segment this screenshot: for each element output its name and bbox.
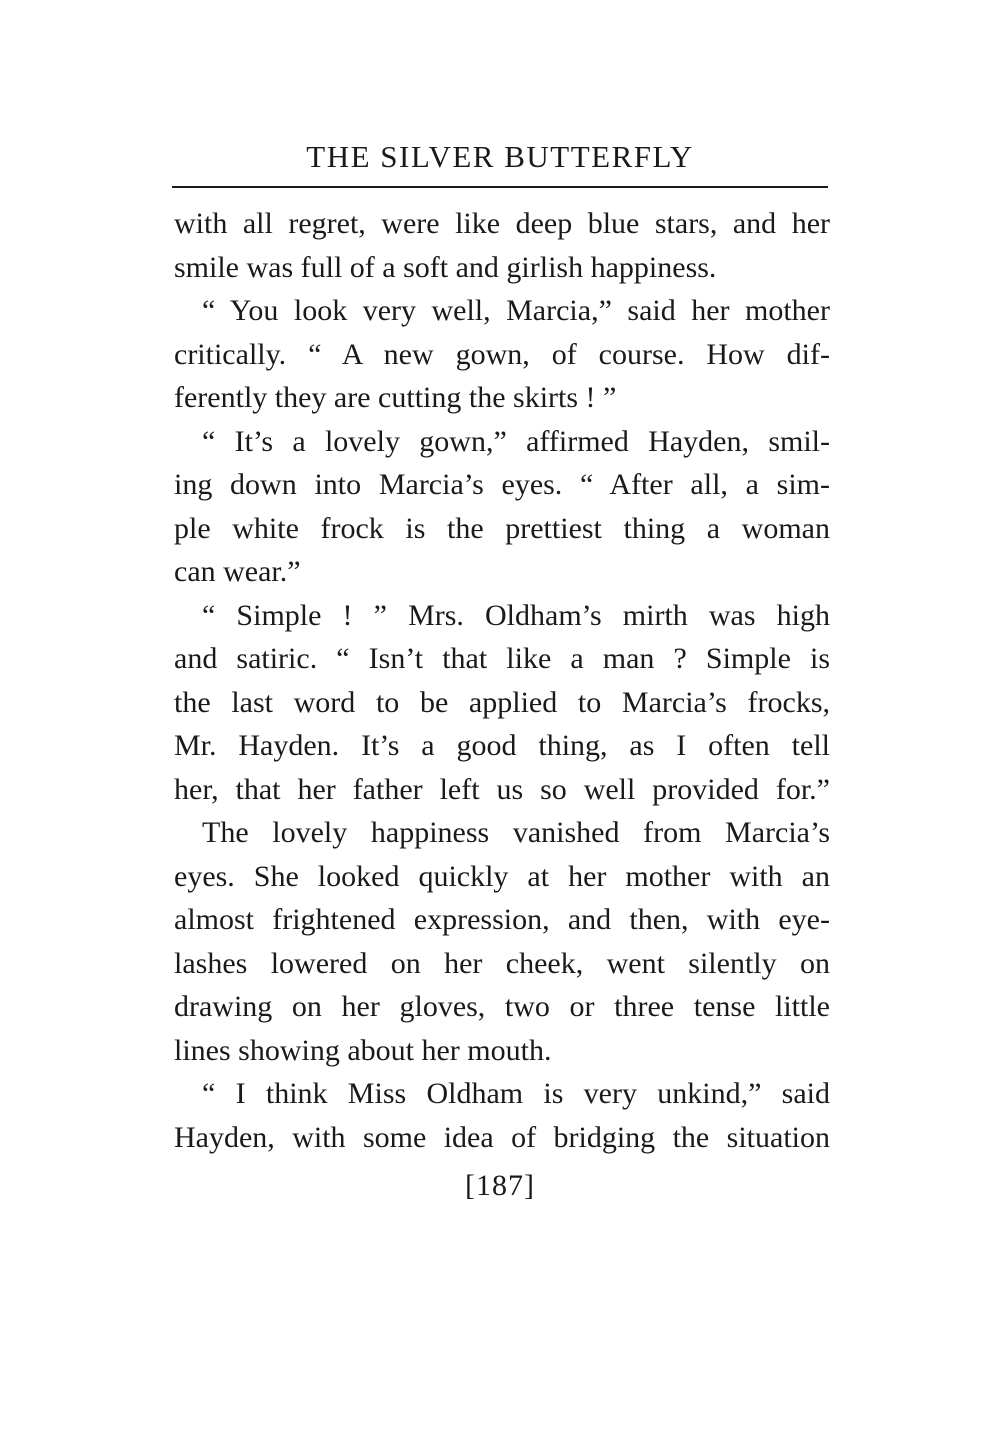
text-line: ple white frock is the prettiest thing a woman — [174, 511, 830, 545]
text-line: lines showing about her mouth. — [174, 1033, 552, 1067]
text-line: the last word to be applied to Marcia’s frocks, — [174, 685, 830, 719]
text-line: drawing on her gloves, two or three tense little — [174, 990, 830, 1023]
text-line: can wear.” — [174, 555, 301, 588]
page-number: [187] — [465, 1169, 535, 1202]
text-line: smile was full of a soft and girlish happiness. — [174, 250, 717, 284]
text-line: her, that her father left us so well provided for.” — [174, 772, 830, 806]
text-line: ing down into Marcia’s eyes. “ After all, a sim- — [174, 468, 830, 501]
text-line: critically. “ A new gown, of course. How dif- — [174, 337, 830, 371]
text-line: with all regret, were like deep blue stars, and her — [174, 207, 830, 240]
header-rule — [172, 186, 828, 188]
text-line: almost frightened expression, and then, with eye- — [174, 903, 830, 936]
text-line: eyes. She looked quickly at her mother with an — [174, 859, 830, 893]
text-line: and satiric. “ Isn’t that like a man ? Simple is — [174, 642, 830, 675]
text-line: “ It’s a lovely gown,” affirmed Hayden, smil- — [202, 424, 830, 458]
body-text — [174, 202, 830, 1159]
text-line: ferently they are cutting the skirts ! ” — [174, 381, 617, 414]
running-head: THE SILVER BUTTERFLY — [306, 139, 694, 174]
text-line: “ Simple ! ” Mrs. Oldham’s mirth was high — [202, 598, 830, 632]
text-line: “ You look very well, Marcia,” said her mother — [202, 294, 830, 327]
text-line: lashes lowered on her cheek, went silently on — [174, 946, 830, 980]
text-line: The lovely happiness vanished from Marcia’s — [202, 816, 830, 849]
text-line: Hayden, with some idea of bridging the situation — [174, 1120, 830, 1154]
text-line: Mr. Hayden. It’s a good thing, as I often tell — [174, 729, 830, 762]
text-line: “ I think Miss Oldham is very unkind,” said — [202, 1077, 830, 1110]
